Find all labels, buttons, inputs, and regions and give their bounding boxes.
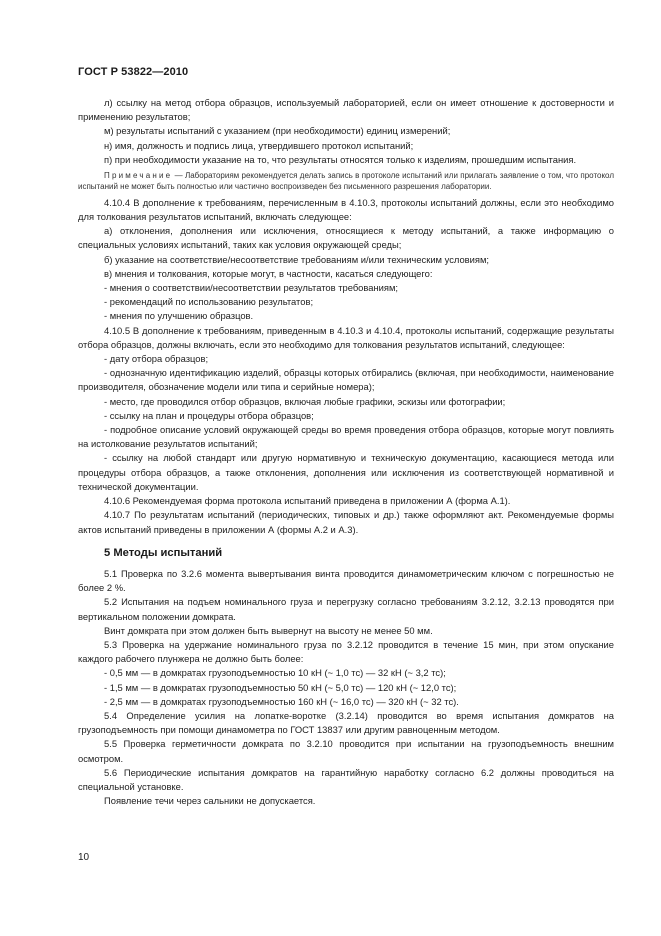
dash-item: - рекомендаций по использованию результатов; xyxy=(104,296,314,308)
paragraph: Появление течи через сальники не допускается. xyxy=(104,795,316,807)
clause-4-10-5: 4.10.5 В дополнение к требованиям, приведенным в 4.10.3 и 4.10.4, протоколы испытаний, содержащие результаты отбора образцов, должны включать, если это необходимо для толкования результатов испытаний, следующее: xyxy=(78,324,614,350)
page-number: 10 xyxy=(78,852,90,863)
dash-item: - ссылку на план и процедуры отбора образцов; xyxy=(104,409,314,421)
dash-item: - подробное описание условий окружающей среды во время проведения отбора образцов, которые могут повлиять на истолкование результатов испытаний; xyxy=(78,424,614,450)
clause-5-3: 5.3 Проверка на удержание номинального груза по 3.2.12 проводится в течение 15 мин, при этом опускание каждого рабочего плунжера не должно быть более: xyxy=(78,638,614,665)
note-paragraph xyxy=(78,170,614,193)
dash-item: - место, где проводился отбор образцов, включая любые графики, эскизы или фотографии; xyxy=(104,395,506,407)
clause-5-4: 5.4 Определение усилия на лопатке-воротке (3.2.14) проводится во время испытания домкратов на грузоподъемность при помощи динамометра по ГОСТ 13837 или другим равноценным методом. xyxy=(78,709,614,736)
clause-4-10-6: 4.10.6 Рекомендуемая форма протокола испытаний приведена в приложении А (форма А.1). xyxy=(104,495,511,507)
clause-5-1: 5.1 Проверка по 3.2.6 момента вывертывания винта проводится динамометрическим ключом с погрешностью не более 2 %. xyxy=(78,567,614,594)
list-item-l: л) ссылку на метод отбора образцов, используемый лабораторией, если он имеет отношение к достоверности и применению результатов; xyxy=(78,97,614,123)
section-heading: 5 Методы испытаний xyxy=(104,546,223,559)
list-item-n: н) имя, должность и подпись лица, утвердившего протокол испытаний; xyxy=(104,139,414,151)
dash-item: - 2,5 мм — в домкратах грузоподъемностью 160 кН (~ 16,0 тс) — 320 кН (~ 32 тс). xyxy=(104,695,459,707)
list-item-b: б) указание на соответствие/несоответствие требованиям и/или техническим условиям; xyxy=(104,253,490,265)
dash-item: - мнения о соответствии/несоответствии результатов требованиям; xyxy=(104,282,399,294)
list-item-a: а) отклонения, дополнения или исключения, относящиеся к методу испытаний, а также информацию о специальных условиях испытаний, таких как условия окружающей среды; xyxy=(78,225,614,251)
document-header: ГОСТ Р 53822—2010 xyxy=(78,66,189,78)
clause-5-5: 5.5 Проверка герметичности домкрата по 3.2.10 проводится при испытании на грузоподъемность внешним осмотром. xyxy=(78,738,614,764)
note-label: Примечание xyxy=(104,171,173,181)
dash-item: - дату отбора образцов; xyxy=(104,353,209,365)
list-item-m: м) результаты испытаний с указанием (при необходимости) единиц измерений; xyxy=(104,125,451,137)
list-item-p: п) при необходимости указание на то, что результаты относятся только к изделиям, прошедшим испытания. xyxy=(104,153,577,165)
clause-4-10-7: 4.10.7 По результатам испытаний (периодических, типовых и др.) также оформляют акт. Рекомендуемые формы актов испытаний приведены в приложении А (формы А.2 и А.3). xyxy=(78,509,614,535)
clause-5-6: 5.6 Периодические испытания домкратов на гарантийную наработку согласно 6.2 должны проводиться на специальной установке. xyxy=(78,766,614,792)
dash-item: - ссылку на любой стандарт или другую нормативную и техническую документацию, касающиеся метода или процедуры отбора образцов, а также отклонения, дополнения или исключения из соответствующей нормативной и технической документации. xyxy=(78,452,614,492)
note-text: — Лабораториям рекомендуется делать запись в протоколе испытаний или прилагать заявление о том, что протокол испытаний не может быть полностью или частично воспроизведен без письменного разрешения лаборатории. xyxy=(78,171,614,192)
clause-5-2: 5.2 Испытания на подъем номинального груза и перегрузку согласно требованиям 3.2.12, 3.2.13 проводятся при вертикальном положении домкрата. xyxy=(78,596,614,622)
list-item-v: в) мнения и толкования, которые могут, в частности, касаться следующего: xyxy=(104,267,433,279)
dash-item: - мнения по улучшению образцов. xyxy=(104,310,254,322)
dash-item: - однозначную идентификацию изделий, образцы которых отбирались (включая, при необходимости, наименование производителя, обозначение модели или типа и серийные номера); xyxy=(78,367,614,393)
dash-item: - 1,5 мм — в домкратах грузоподъемностью 50 кН (~ 5,0 тс) — 120 кН (~ 12,0 тс); xyxy=(104,681,457,693)
clause-4-10-4: 4.10.4 В дополнение к требованиям, перечисленным в 4.10.3, протоколы испытаний должны, если это необходимо для толкования результатов испытаний, включать следующее: xyxy=(78,196,614,223)
dash-item: - 0,5 мм — в домкратах грузоподъемностью 10 кН (~ 1,0 тс) — 32 кН (~ 3,2 тс); xyxy=(104,667,446,679)
paragraph: Винт домкрата при этом должен быть вывернут на высоту не менее 50 мм. xyxy=(104,624,433,636)
page-body xyxy=(78,96,614,808)
